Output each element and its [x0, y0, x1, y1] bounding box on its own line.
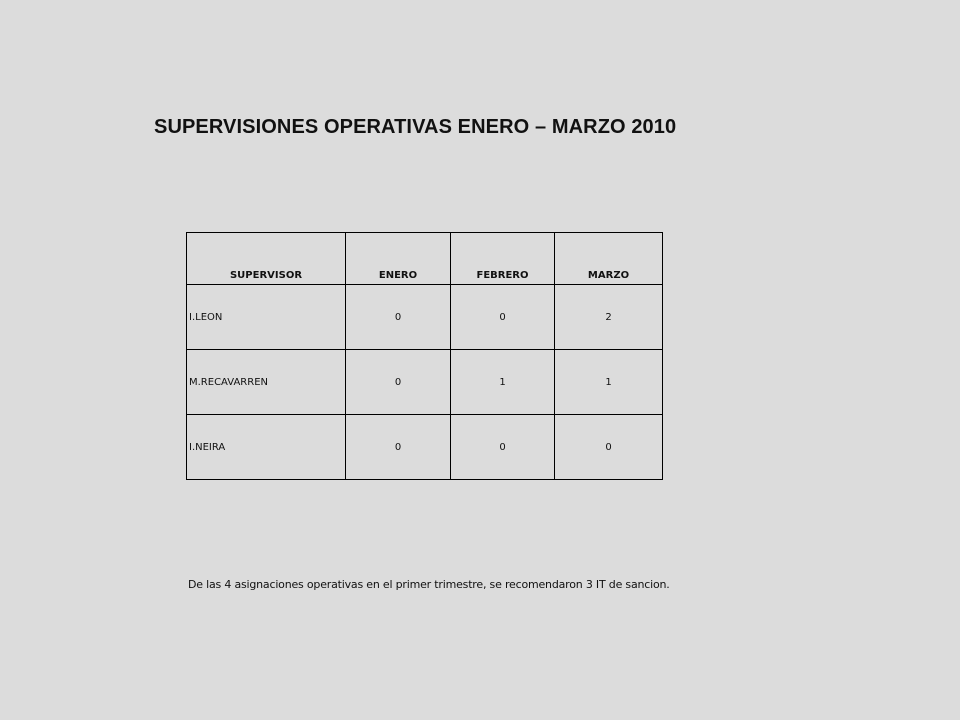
summary-note: De las 4 asignaciones operativas en el primer trimestre, se recomendaron 3 IT de sancion.: [188, 578, 670, 591]
header-febrero: FEBRERO: [451, 233, 555, 285]
cell-febrero: 1: [451, 350, 555, 415]
cell-marzo: 2: [555, 285, 663, 350]
table-row: [187, 285, 663, 350]
cell-supervisor: I.LEON: [187, 285, 346, 350]
page-title: SUPERVISIONES OPERATIVAS ENERO – MARZO 2010: [154, 116, 677, 138]
header-enero: ENERO: [346, 233, 451, 285]
table-row: [187, 415, 663, 480]
cell-enero: 0: [346, 415, 451, 480]
supervisions-table: [186, 232, 663, 480]
cell-supervisor: I.NEIRA: [187, 415, 346, 480]
cell-febrero: 0: [451, 285, 555, 350]
table-header-row: [187, 233, 663, 285]
cell-marzo: 0: [555, 415, 663, 480]
cell-febrero: 0: [451, 415, 555, 480]
cell-enero: 0: [346, 285, 451, 350]
header-supervisor: SUPERVISOR: [187, 233, 346, 285]
cell-marzo: 1: [555, 350, 663, 415]
header-marzo: MARZO: [555, 233, 663, 285]
cell-enero: 0: [346, 350, 451, 415]
cell-supervisor: M.RECAVARREN: [187, 350, 346, 415]
table-row: [187, 350, 663, 415]
